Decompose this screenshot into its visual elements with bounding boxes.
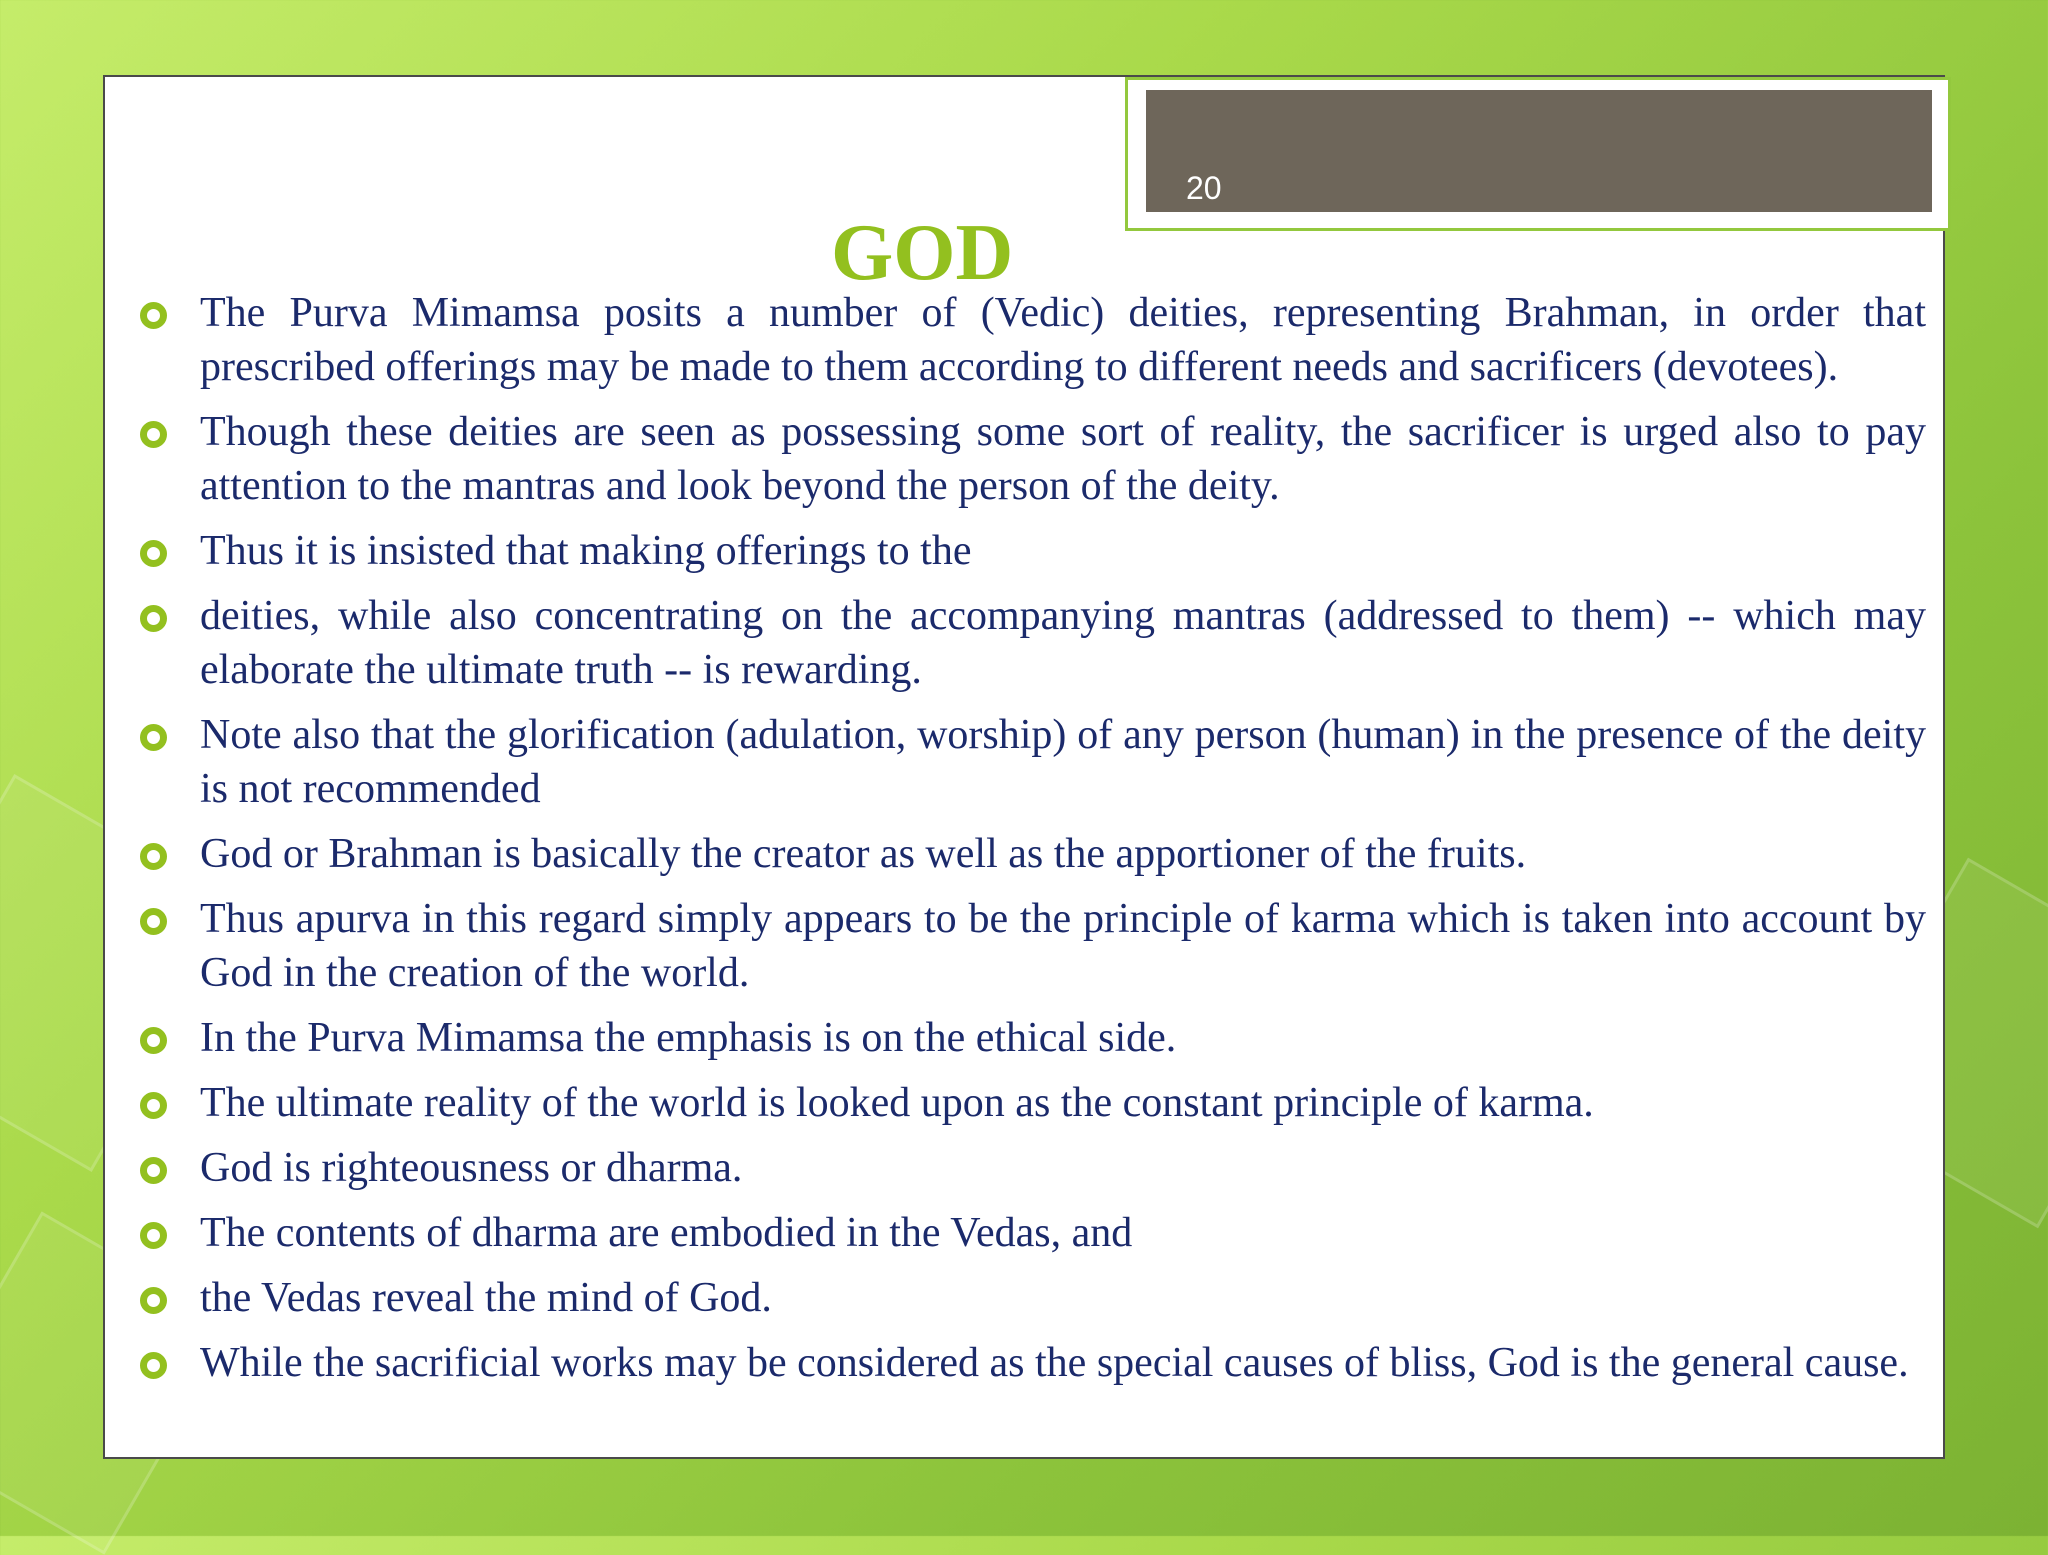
bullet-item: [140, 1206, 1926, 1260]
slide-title: GOD: [831, 209, 1014, 297]
slide-number-fill: [1146, 90, 1932, 212]
ring-bullet-icon: [140, 1027, 167, 1054]
bullet-item: [140, 827, 1926, 881]
bullet-list: [140, 286, 1926, 1401]
ring-bullet-icon: [140, 1222, 167, 1249]
ring-bullet-icon: [140, 1352, 167, 1379]
bullet-text: Though these deities are seen as possessing some sort of reality, the sacrificer is urged also to pay attention to the mantras and look beyond the person of the deity.: [200, 409, 1926, 509]
bullet-item: [140, 589, 1926, 697]
bullet-item: [140, 1011, 1926, 1065]
bullet-text: Note also that the glorification (adulation, worship) of any person (human) in the presence of the deity is not recommended: [200, 712, 1926, 812]
bullet-text: In the Purva Mimamsa the emphasis is on the ethical side.: [200, 1015, 1177, 1061]
bullet-text: The Purva Mimamsa posits a number of (Vedic) deities, representing Brahman, in order that prescribed offerings may be made to them according to different needs and sacrificers (devotees).: [200, 290, 1926, 390]
bullet-text: deities, while also concentrating on the accompanying mantras (addressed to them) -- which may elaborate the ultimate truth -- is rewarding.: [200, 593, 1926, 693]
bullet-text: The contents of dharma are embodied in the Vedas, and: [200, 1210, 1133, 1256]
slide-number: 20: [1186, 170, 1222, 206]
ring-bullet-icon: [140, 302, 167, 329]
bullet-text: God is righteousness or dharma.: [200, 1145, 743, 1191]
slide-number-box: [1125, 77, 1951, 231]
bullet-item: [140, 405, 1926, 513]
ring-bullet-icon: [140, 724, 167, 751]
bullet-item: [140, 1076, 1926, 1130]
ring-bullet-icon: [140, 540, 167, 567]
bullet-item: [140, 892, 1926, 1000]
bullet-item: [140, 286, 1926, 394]
bullet-item: [140, 708, 1926, 816]
bullet-item: [140, 1271, 1926, 1325]
bullet-item: [140, 1141, 1926, 1195]
bullet-text: Thus it is insisted that making offerings to the: [200, 528, 972, 574]
ring-bullet-icon: [140, 421, 167, 448]
bullet-text: the Vedas reveal the mind of God.: [200, 1275, 772, 1321]
ring-bullet-icon: [140, 1157, 167, 1184]
bullet-item: [140, 1336, 1926, 1390]
bullet-text: God or Brahman is basically the creator as well as the apportioner of the fruits.: [200, 831, 1527, 877]
bullet-text: Thus apurva in this regard simply appears to be the principle of karma which is taken into account by God in the creation of the world.: [200, 896, 1926, 996]
ring-bullet-icon: [140, 1287, 167, 1314]
bullet-item: [140, 524, 1926, 578]
ring-bullet-icon: [140, 908, 167, 935]
ring-bullet-icon: [140, 1092, 167, 1119]
bullet-text: While the sacrificial works may be considered as the special causes of bliss, God is the general cause.: [200, 1340, 1909, 1386]
ring-bullet-icon: [140, 605, 167, 632]
bullet-text: The ultimate reality of the world is looked upon as the constant principle of karma.: [200, 1080, 1594, 1126]
ring-bullet-icon: [140, 843, 167, 870]
